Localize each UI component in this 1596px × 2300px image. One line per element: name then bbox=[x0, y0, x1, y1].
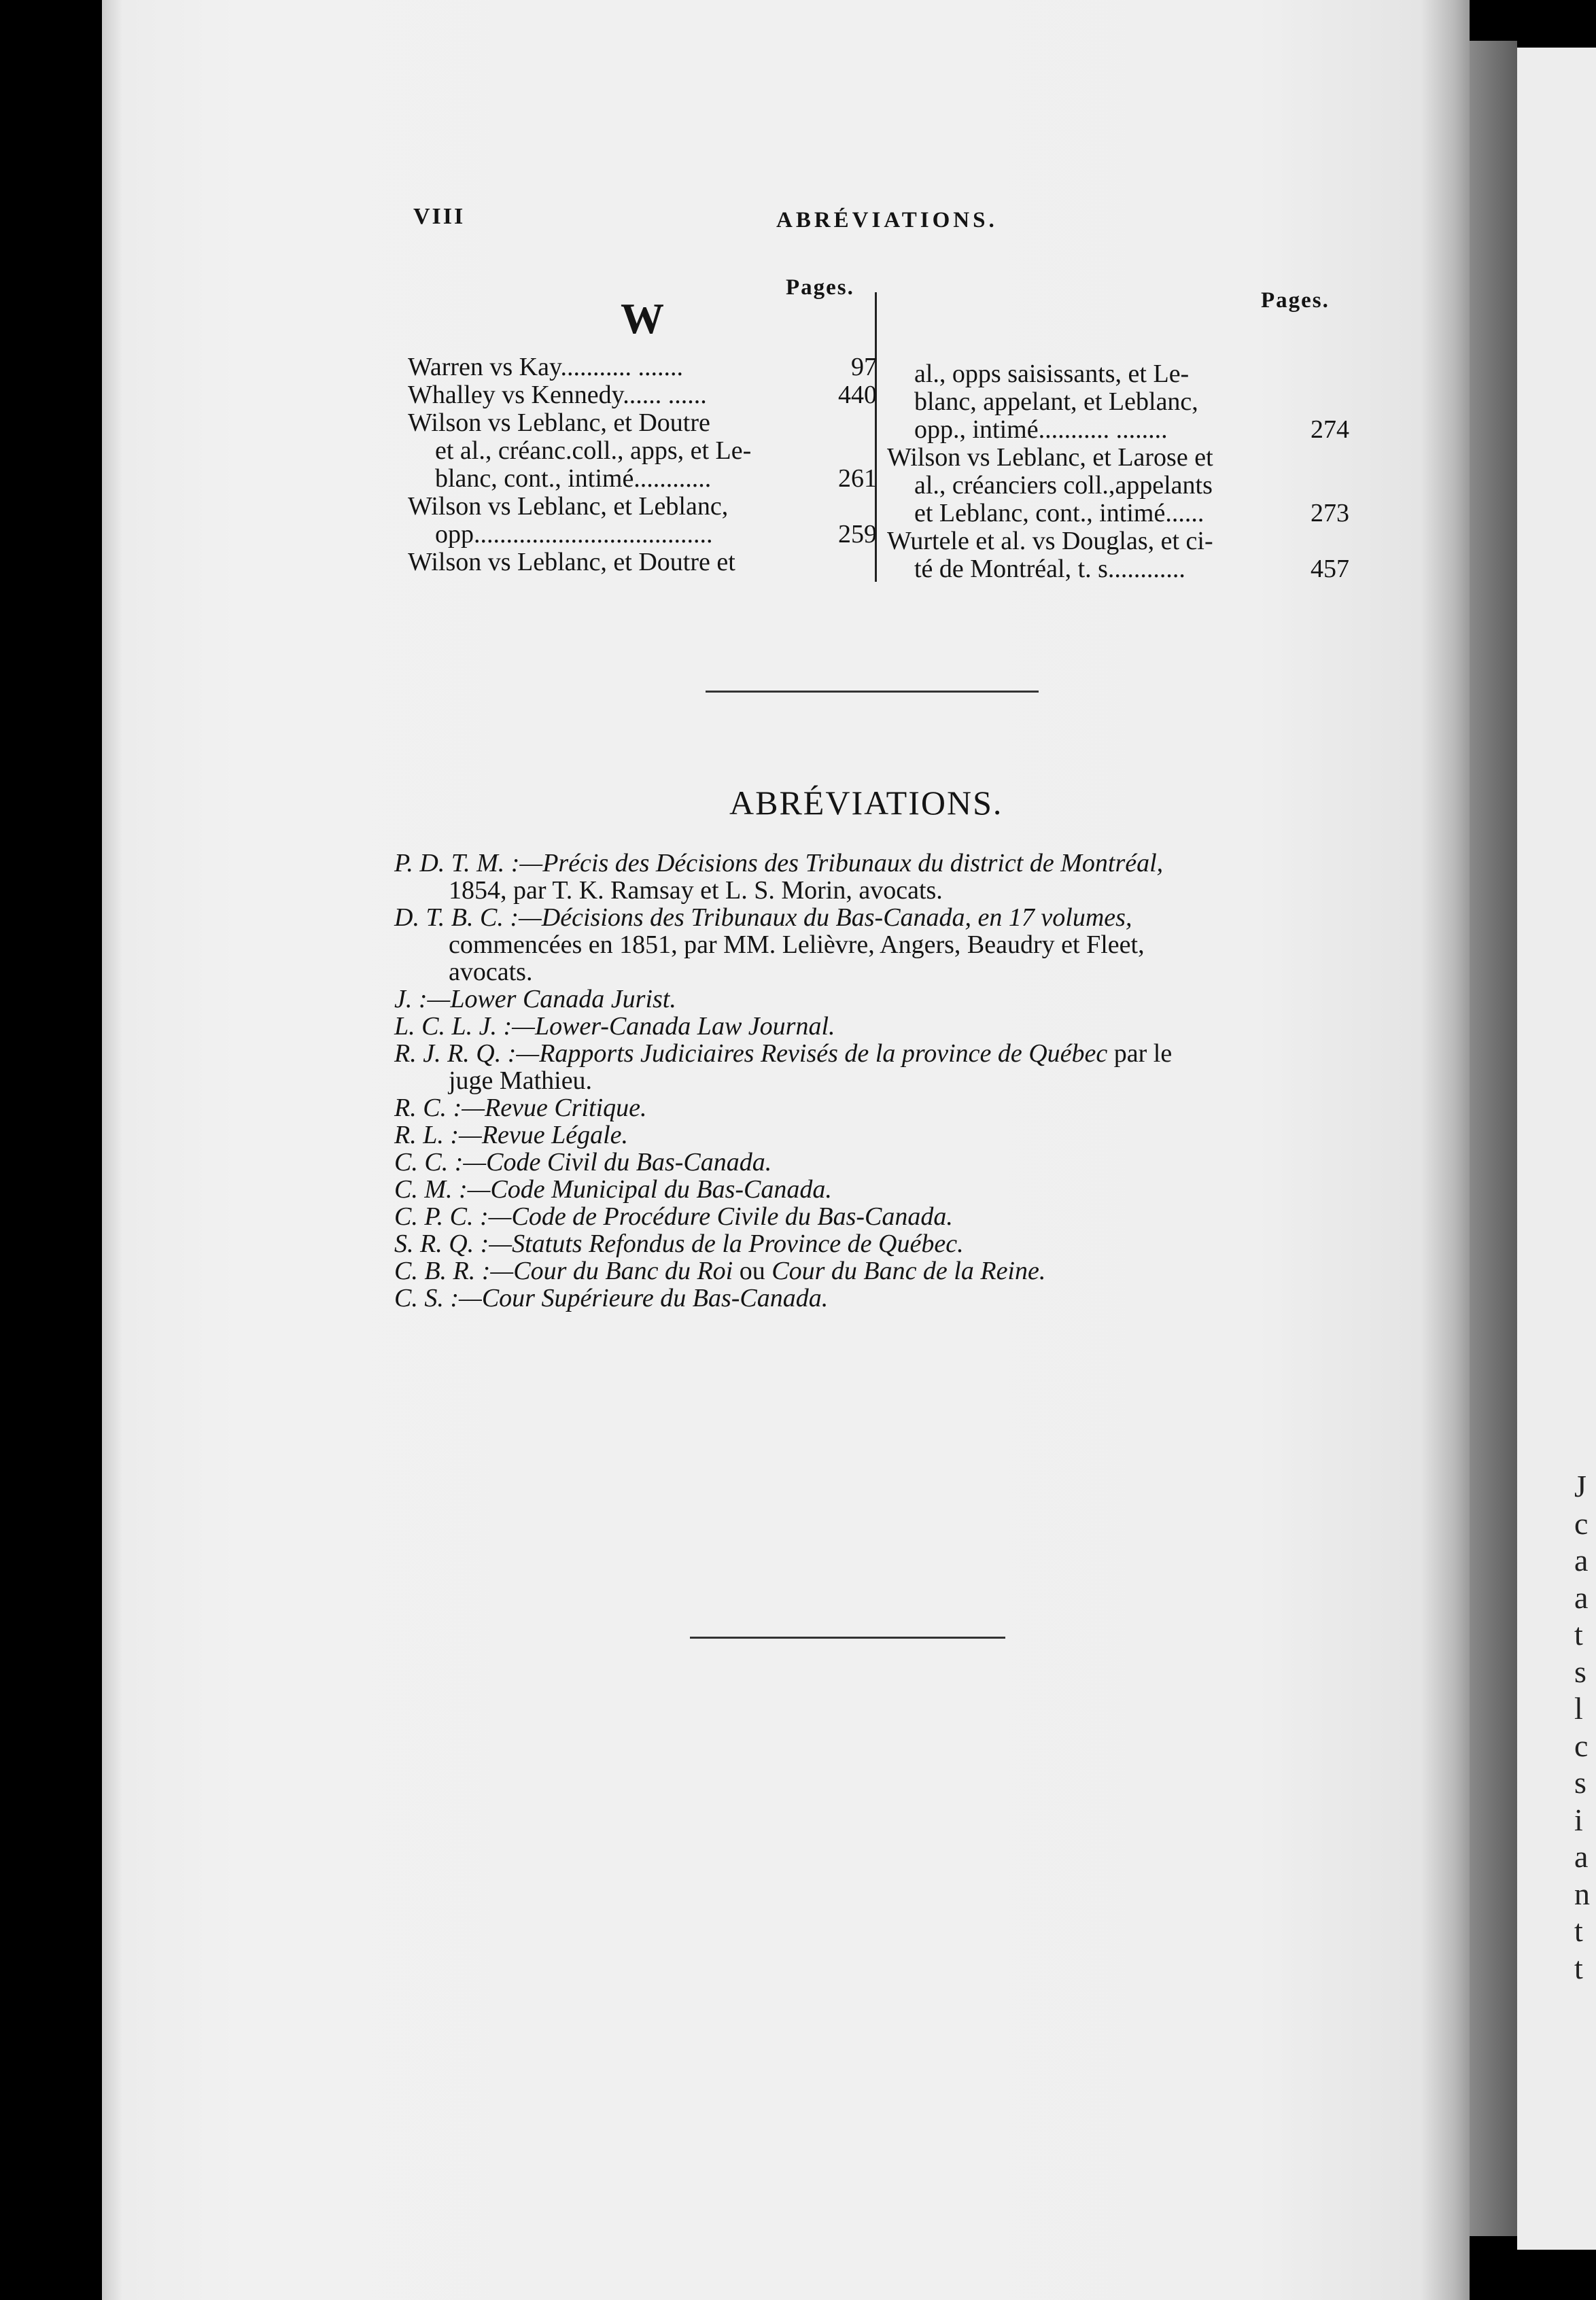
abbreviation-description: Revue Légale. bbox=[481, 1121, 629, 1149]
index-entry-page: 440 bbox=[838, 381, 877, 409]
index-entry-page: 259 bbox=[838, 520, 877, 548]
abbreviation-key: D. T. B. C. bbox=[394, 903, 504, 932]
abbreviation-separator: :— bbox=[474, 1230, 513, 1258]
abbreviation-item bbox=[394, 1040, 1353, 1067]
abbreviation-description: Cour du Banc du Roi bbox=[513, 1257, 733, 1285]
index-entry bbox=[887, 360, 1349, 388]
abbreviation-key: C. C. bbox=[394, 1148, 449, 1177]
abbreviation-tail: par le bbox=[1107, 1039, 1173, 1068]
facing-page-letter: n bbox=[1574, 1876, 1590, 1911]
abbreviation-separator: :— bbox=[473, 1202, 512, 1231]
abbreviation-connector: ou bbox=[733, 1257, 772, 1285]
section-divider bbox=[706, 691, 1039, 693]
facing-page-letter: J bbox=[1574, 1469, 1586, 1503]
facing-page-letter: c bbox=[1574, 1728, 1589, 1763]
abbreviation-description: Code Civil du Bas-Canada. bbox=[486, 1148, 772, 1177]
abbreviation-continuation: commencées en 1851, par MM. Lelièvre, Angers, Beaudry et Fleet, bbox=[449, 930, 1145, 959]
abbreviation-key: C. B. R. bbox=[394, 1257, 476, 1285]
page-gutter-shadow bbox=[1470, 41, 1517, 2236]
facing-page-letter: a bbox=[1574, 1839, 1589, 1874]
index-entry bbox=[408, 437, 877, 465]
abbreviation-item bbox=[394, 986, 1353, 1013]
index-entry-page: 273 bbox=[1311, 499, 1349, 527]
abbreviation-description: Lower Canada Jurist. bbox=[450, 985, 676, 1013]
abbreviation-item bbox=[394, 1094, 1353, 1121]
abbreviation-separator: :— bbox=[496, 1012, 535, 1041]
index-entry-text: blanc, appelant, et Leblanc, bbox=[914, 387, 1198, 416]
index-entry-page: 261 bbox=[838, 464, 877, 493]
abbreviation-separator: :— bbox=[412, 985, 451, 1013]
index-letter: W bbox=[621, 294, 664, 343]
abbreviation-item bbox=[394, 1230, 1353, 1257]
running-head: ABRÉVIATIONS. bbox=[776, 208, 998, 232]
abbreviation-item bbox=[394, 1257, 1353, 1285]
index-entry-text: Wilson vs Leblanc, et Larose et bbox=[887, 443, 1213, 472]
abbreviation-key: C. S. bbox=[394, 1284, 444, 1312]
abbreviation-item bbox=[394, 1203, 1353, 1230]
abbreviation-description: Code de Procédure Civile du Bas-Canada. bbox=[511, 1202, 953, 1231]
index-column-left bbox=[408, 353, 877, 576]
facing-page-letter: s bbox=[1574, 1654, 1586, 1689]
end-divider bbox=[690, 1637, 1005, 1639]
facing-page-letter: t bbox=[1574, 1913, 1583, 1948]
abbreviation-separator: :— bbox=[501, 1039, 540, 1068]
abbreviation-separator: :— bbox=[475, 1257, 514, 1285]
abbreviation-description: Statuts Refondus de la Province de Québec. bbox=[512, 1230, 964, 1258]
index-entry-page: 274 bbox=[1311, 415, 1349, 444]
index-entry-page: 97 bbox=[851, 353, 877, 381]
index-entry bbox=[408, 521, 877, 548]
index-entry-text: Wurtele et al. vs Douglas, et ci- bbox=[887, 527, 1213, 555]
abbreviation-separator: :— bbox=[448, 1148, 487, 1177]
abbreviation-key: R. J. R. Q. bbox=[394, 1039, 502, 1068]
index-entry-text: al., créanciers coll.,appelants bbox=[914, 471, 1213, 500]
abbreviation-description: Décisions des Tribunaux du Bas-Canada, en 17 volumes, bbox=[541, 903, 1132, 932]
abbreviation-item bbox=[394, 1149, 1353, 1176]
abbreviation-item bbox=[394, 1176, 1353, 1203]
facing-page-letter: i bbox=[1574, 1802, 1583, 1837]
abbreviation-description: Revue Critique. bbox=[485, 1094, 647, 1122]
index-entry bbox=[408, 493, 877, 521]
abbreviation-separator: :— bbox=[504, 849, 543, 877]
abbreviation-description: Rapports Judiciaires Revisés de la province de Québec bbox=[539, 1039, 1108, 1068]
abbreviation-description: Code Municipal du Bas-Canada. bbox=[490, 1175, 832, 1204]
index-entry-text: opp..................................... bbox=[435, 520, 713, 548]
facing-page-letter: l bbox=[1574, 1691, 1583, 1726]
index-entry-text: al., opps saisissants, et Le- bbox=[914, 360, 1190, 388]
index-entry-text: opp., intimé........... ........ bbox=[914, 415, 1168, 444]
abbreviation-key: J. bbox=[394, 985, 413, 1013]
abbreviation-separator: :— bbox=[503, 903, 542, 932]
abbreviation-item bbox=[394, 1013, 1353, 1040]
abbreviation-continuation: avocats. bbox=[449, 958, 533, 986]
abbreviation-description: Précis des Décisions des Tribunaux du district de Montréal, bbox=[542, 849, 1164, 877]
index-entry bbox=[408, 548, 877, 576]
abbreviation-separator: :— bbox=[452, 1175, 491, 1204]
index-entry bbox=[887, 555, 1349, 583]
index-entry bbox=[887, 472, 1349, 500]
abbreviation-description: Lower-Canada Law Journal. bbox=[534, 1012, 835, 1041]
abbreviation-description: Cour Supérieure du Bas-Canada. bbox=[481, 1284, 829, 1312]
abbreviation-continuation: 1854, par T. K. Ramsay et L. S. Morin, avocats. bbox=[449, 876, 943, 905]
facing-page-letter: t bbox=[1574, 1617, 1583, 1652]
abbreviation-item bbox=[394, 904, 1353, 931]
abbreviation-separator: :— bbox=[447, 1094, 485, 1122]
abbreviation-key: S. R. Q. bbox=[394, 1230, 474, 1258]
facing-page-letter: t bbox=[1574, 1950, 1583, 1985]
index-entry bbox=[887, 500, 1349, 527]
index-entry bbox=[408, 381, 877, 409]
abbreviation-key: C. M. bbox=[394, 1175, 453, 1204]
index-entry-text: Wilson vs Leblanc, et Doutre et bbox=[408, 548, 735, 576]
pages-label-right: Pages. bbox=[1261, 288, 1330, 313]
abbreviation-key: C. P. C. bbox=[394, 1202, 474, 1231]
index-entry-text: et al., créanc.coll., apps, et Le- bbox=[435, 436, 752, 465]
abbreviation-item bbox=[394, 1285, 1353, 1312]
section-title: ABRÉVIATIONS. bbox=[729, 784, 1003, 822]
facing-page-letter: c bbox=[1574, 1505, 1589, 1541]
index-entry bbox=[887, 444, 1349, 472]
index-entry bbox=[408, 353, 877, 381]
facing-page-letter: s bbox=[1574, 1765, 1586, 1800]
index-entry bbox=[887, 527, 1349, 555]
facing-page-letter: a bbox=[1574, 1580, 1589, 1615]
abbreviation-item bbox=[394, 850, 1353, 877]
index-entry-page: 457 bbox=[1311, 555, 1349, 583]
index-entry bbox=[887, 388, 1349, 416]
index-entry bbox=[408, 409, 877, 437]
page-number: VIII bbox=[413, 204, 466, 229]
facing-page-edge bbox=[1517, 48, 1596, 2250]
index-entry-text: Warren vs Kay........... ....... bbox=[408, 353, 683, 381]
facing-page-text bbox=[1574, 1468, 1596, 1987]
abbreviation-separator: :— bbox=[443, 1284, 482, 1312]
index-column-right bbox=[887, 360, 1349, 583]
index-entry-text: Wilson vs Leblanc, et Leblanc, bbox=[408, 492, 729, 521]
abbreviation-key: R. C. bbox=[394, 1094, 447, 1122]
index-entry-text: blanc, cont., intimé............ bbox=[435, 464, 712, 493]
index-entry-text: té de Montréal, t. s............ bbox=[914, 555, 1185, 583]
abbreviation-list bbox=[394, 850, 1353, 1312]
abbreviation-description-alt: Cour du Banc de la Reine. bbox=[771, 1257, 1046, 1285]
abbreviation-continuation: juge Mathieu. bbox=[449, 1066, 593, 1095]
index-entry-text: Whalley vs Kennedy...... ...... bbox=[408, 381, 707, 409]
index-entry bbox=[408, 465, 877, 493]
facing-page-letter: a bbox=[1574, 1543, 1589, 1578]
pages-label-left: Pages. bbox=[786, 275, 854, 300]
abbreviation-key: R. L. bbox=[394, 1121, 444, 1149]
index-entry bbox=[887, 416, 1349, 444]
abbreviation-key: P. D. T. M. bbox=[394, 849, 505, 877]
abbreviation-item bbox=[394, 1121, 1353, 1149]
abbreviation-key: L. C. L. J. bbox=[394, 1012, 497, 1041]
index-entry-text: Wilson vs Leblanc, et Doutre bbox=[408, 408, 710, 437]
abbreviation-separator: :— bbox=[443, 1121, 482, 1149]
index-entry-text: et Leblanc, cont., intimé...... bbox=[914, 499, 1204, 527]
